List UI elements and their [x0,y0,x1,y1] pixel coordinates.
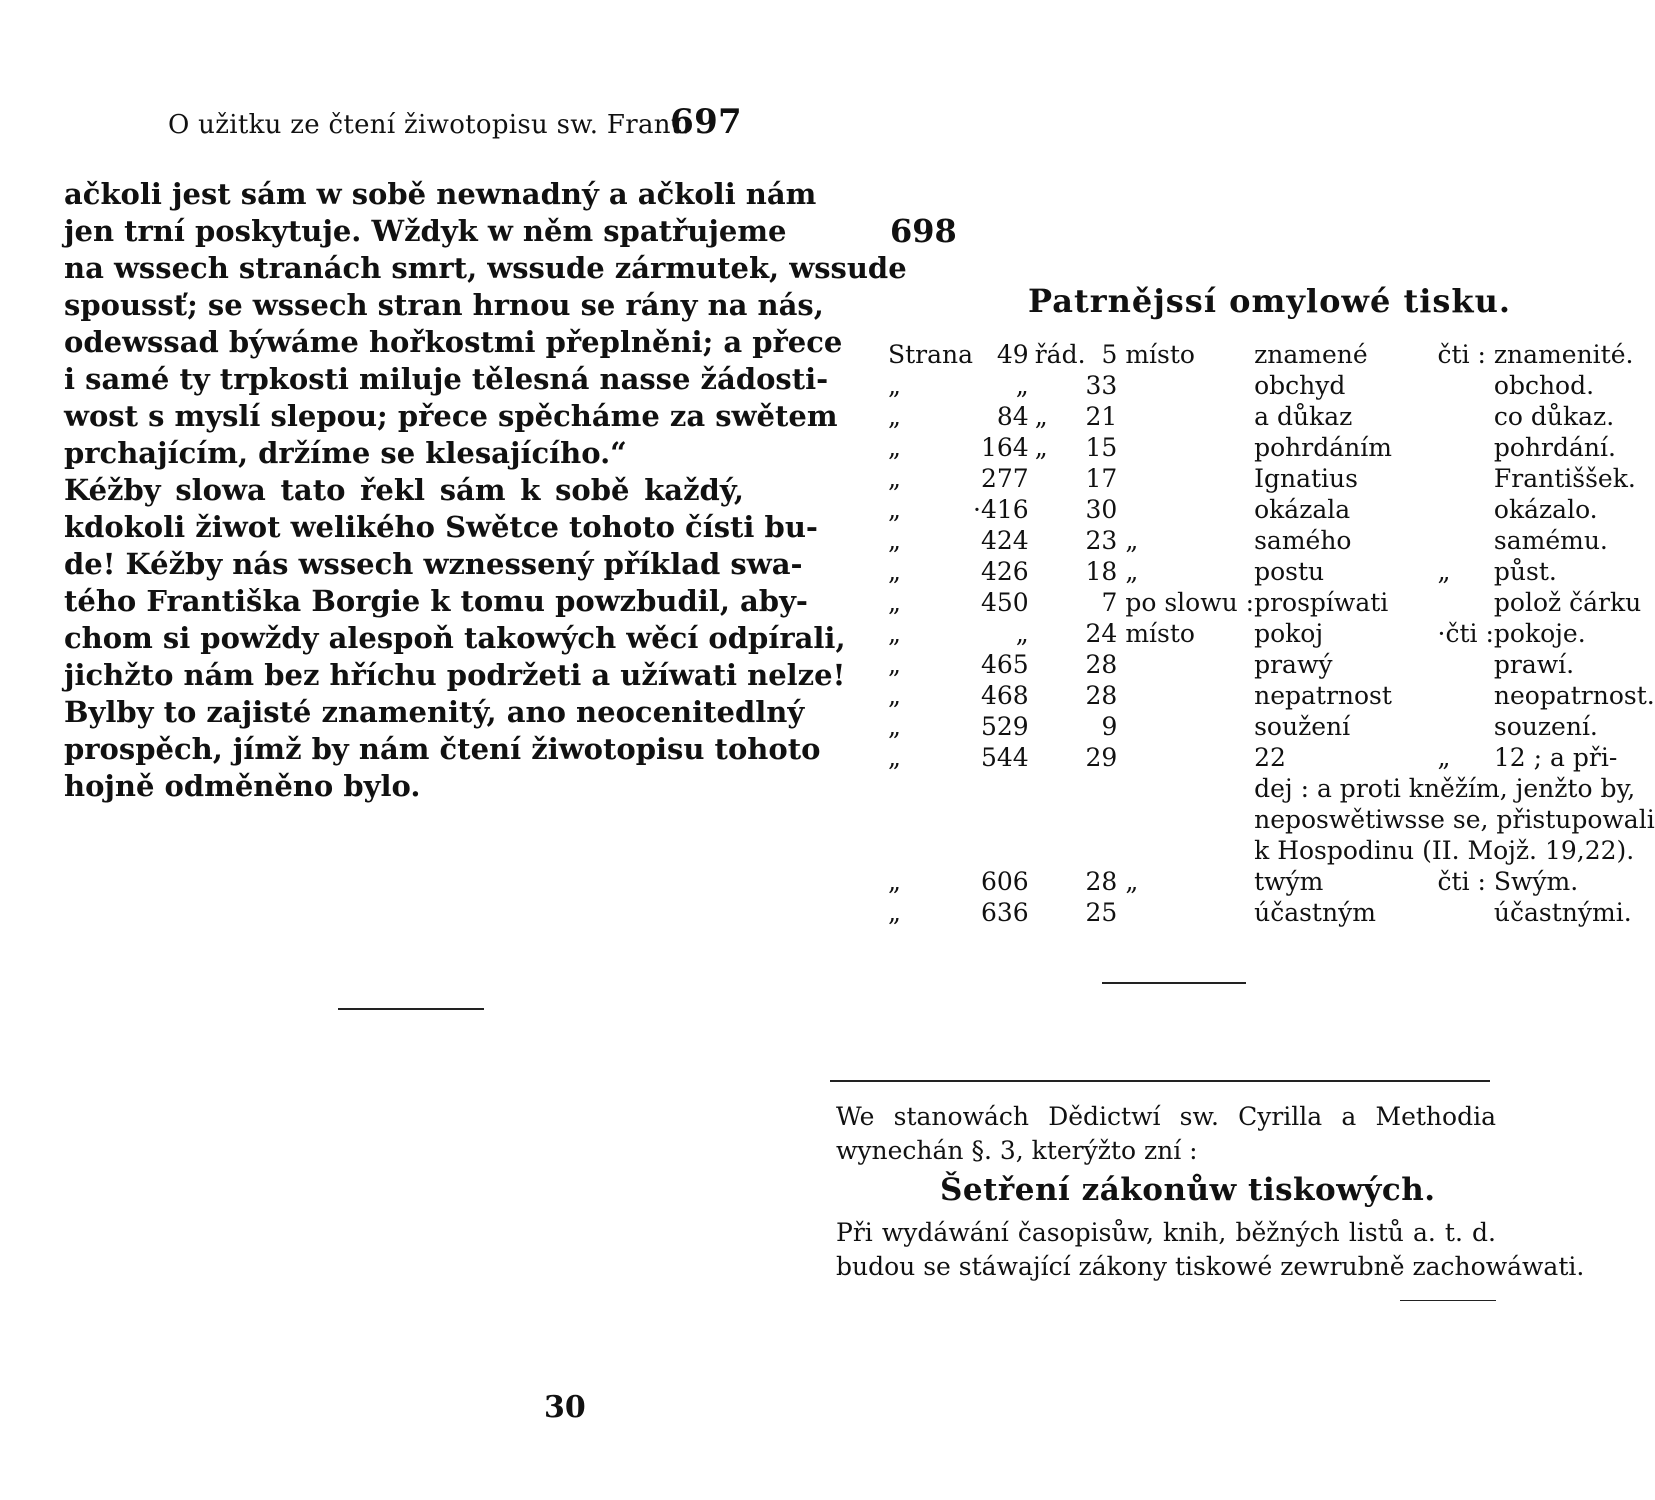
errata-continuation: dej : a proti kněžím, jenžto by, [1254,774,1636,803]
errata-row [888,618,1655,649]
errata-cell-cti [1438,494,1494,525]
errata-cell-line: 15 [1085,433,1118,462]
errata-cell-label: „ [888,495,901,524]
errata-cell-wrong: Ignatius [1254,464,1358,493]
errata-cell-misto [1117,401,1254,432]
errata-cell-page: 544 [981,743,1029,772]
errata-cell-cti: čti : [1437,340,1486,369]
text-line: budou se stáwající zákony tiskowé zewrubně zachowáwati. [836,1252,1585,1281]
errata-cell-label: „ [888,402,901,431]
text-line: i samé ty trpkosti miluje tělesná nasse žádosti- [64,362,829,396]
errata-cell-page: 277 [981,464,1029,493]
errata-row [888,804,1655,835]
errata-cell-page: 606 [981,867,1029,896]
errata-cell-line: 29 [1085,743,1118,772]
text-line: Kéžby slowa tato řekl sám k sobě každý, [64,473,744,507]
errata-cell-right: prawí. [1493,650,1575,679]
errata-cell-label: „ [888,898,901,927]
errata-cell-misto: místo [1125,340,1195,369]
errata-continuation: neposwětiwsse se, přistupowali [1254,805,1655,834]
errata-cell-rad: řád. [1034,340,1086,369]
notice-intro [836,1100,1496,1168]
errata-cell-misto [1117,463,1254,494]
errata-cell-rad [1029,556,1086,587]
errata-cell-misto: místo [1125,619,1195,648]
errata-cell-right: samému. [1493,526,1608,555]
errata-cell-wrong: soužení [1254,712,1351,741]
errata-cell-label: „ [888,867,901,896]
running-head-title: O užitku ze čtení žiwotopisu sw. Frant. [168,110,691,140]
errata-cell-cti: „ [1437,557,1451,586]
errata-cell-label: „ [888,619,901,648]
errata-cell-rad [1029,525,1086,556]
errata-cell-right: Swým. [1493,867,1579,896]
text-line: jichžto nám bez hříchu podržeti a užíwati nelze! [64,658,846,692]
errata-cell-cti [1438,897,1494,928]
section-rule [1102,982,1246,984]
errata-cell-cti [1438,370,1494,401]
errata-cell-right: pokoje. [1493,619,1586,648]
errata-cell-page: „ [1015,619,1029,648]
errata-cell-rad [1029,897,1086,928]
errata-cell-rad [1029,742,1086,773]
errata-cell-wrong: znamené [1254,340,1368,369]
errata-cell-right: účastnými. [1493,898,1632,927]
text-line: Bylby to zajisté znamenitý, ano neocenitedlný [64,695,805,729]
errata-cell-rad [1029,711,1086,742]
errata-cell-page: 49 [996,340,1029,369]
errata-cell-line: 24 [1085,619,1118,648]
errata-cell-wrong: obchyd [1254,371,1346,400]
errata-cell-cti [1438,680,1494,711]
errata-cell-right: obchod. [1493,371,1595,400]
errata-row [888,649,1655,680]
errata-cell-line: 28 [1085,681,1118,710]
errata-cell-misto: „ [1125,557,1139,586]
errata-cell-misto [1117,649,1254,680]
errata-cell-page: 468 [981,681,1029,710]
errata-cell-label: „ [888,371,901,400]
errata-cell-wrong: účastným [1254,898,1376,927]
errata-cell-cti [1438,525,1494,556]
errata-cell-cti [1438,711,1494,742]
errata-cell-right: pohrdání. [1493,433,1616,462]
errata-title: Patrnějssí omylowé tisku. [1028,282,1511,320]
errata-cell-cti: ·čti : [1437,619,1494,648]
errata-cell-label: „ [888,526,901,555]
errata-cell-wrong: 22 [1254,743,1286,772]
notice-heading: Šetření zákonůw tiskowých. [940,1172,1436,1208]
text-line: prospěch, jímž by nám čtení žiwotopisu tohoto [64,732,821,766]
errata-cell-rad [1029,463,1086,494]
notice-body [836,1216,1585,1284]
errata-row [888,432,1655,463]
errata-row [888,525,1655,556]
errata-cell-right: neopatrnost. [1493,681,1655,710]
errata-cell-line: 23 [1085,526,1118,555]
errata-row [888,401,1655,432]
errata-cell-wrong: a důkaz [1254,402,1353,431]
errata-row [888,680,1655,711]
page-number-698: 698 [890,212,957,250]
errata-cell-wrong: okázala [1254,495,1351,524]
paragraph-kezby [64,472,846,805]
errata-cell-misto: „ [1125,867,1139,896]
errata-cell-line: 33 [1085,371,1118,400]
errata-cell-misto [1117,711,1254,742]
text-line: ačkoli jest sám w sobě newnadný a ačkoli nám [64,177,817,211]
text-line: We stanowách Dědictwí sw. Cyrilla a Methodia [836,1102,1496,1131]
text-line: Při wydáwání časopisůw, knih, běžných listů a. t. d. [836,1218,1496,1247]
errata-cell-rad [1029,494,1086,525]
text-line: hojně odměněno bylo. [64,769,421,803]
errata-cell-page: 424 [981,526,1029,555]
errata-cell-cti: „ [1437,743,1451,772]
errata-cell-page: 84 [996,402,1029,431]
errata-row [888,866,1655,897]
errata-cell-label: „ [888,433,901,462]
text-line: de! Kéžby nás wssech wznessený příklad swa- [64,547,803,581]
errata-row [888,773,1655,804]
errata-cell-right: okázalo. [1493,495,1598,524]
errata-cell-label: „ [888,650,901,679]
text-line: chom si powždy alespoň takowých wěcí odpírali, [64,621,846,655]
errata-row [888,897,1655,928]
text-line: wynechán §. 3, kterýžto zní : [836,1136,1198,1165]
errata-cell-page: 465 [981,650,1029,679]
errata-cell-misto [1117,897,1254,928]
errata-cell-misto: po slowu : [1125,588,1255,617]
errata-cell-right: znamenité. [1493,340,1634,369]
errata-cell-rad [1029,587,1086,618]
errata-cell-rad: „ [1034,433,1048,462]
errata-cell-label: Strana [888,340,974,369]
errata-cell-wrong: prospíwati [1254,588,1389,617]
errata-cell-wrong: twým [1254,867,1324,896]
errata-row [888,494,1655,525]
errata-cell-page: ·416 [973,495,1029,524]
errata-row [888,835,1655,866]
errata-cell-line: 18 [1085,557,1118,586]
errata-cell-page: 426 [981,557,1029,586]
errata-cell-wrong: pokoj [1254,619,1324,648]
right-page [800,0,1655,1500]
errata-row [888,742,1655,773]
errata-cell-label: „ [888,557,901,586]
errata-cell-page: „ [1015,371,1029,400]
errata-cell-line: 25 [1085,898,1118,927]
errata-cell-misto [1117,370,1254,401]
errata-cell-right: polož čárku [1493,588,1642,617]
errata-cell-misto [1117,680,1254,711]
text-line: na wssech stranách smrt, wssude zármutek, wssude [64,251,907,285]
errata-cell-line: 17 [1085,464,1118,493]
errata-cell-line: 28 [1085,867,1118,896]
notice-top-rule [830,1080,1490,1082]
errata-cell-line: 21 [1085,402,1118,431]
errata-row [888,587,1655,618]
errata-cell-wrong: nepatrnost [1254,681,1392,710]
errata-cell-cti: čti : [1437,867,1486,896]
errata-cell-page: 164 [981,433,1029,462]
errata-cell-page: 529 [981,712,1029,741]
errata-cell-cti [1438,401,1494,432]
errata-cell-misto [1117,494,1254,525]
errata-cell-right: Františšek. [1493,464,1636,493]
errata-cell-label: „ [888,588,901,617]
errata-cell-wrong: samého [1254,526,1352,555]
errata-cell-wrong: prawý [1254,650,1333,679]
errata-cell-cti [1438,432,1494,463]
errata-cell-right: 12 ; a při- [1493,743,1618,772]
running-head [168,100,742,144]
errata-cell-wrong: pohrdáním [1254,433,1392,462]
errata-cell-line: 28 [1085,650,1118,679]
text-line: kdokoli žiwot welikého Swětce tohoto čísti bu- [64,510,818,544]
text-line: jen trní poskytuje. Wždyk w něm spatřujeme [64,214,787,248]
text-line: odewssad býwáme hořkostmi přeplněni; a přece [64,325,843,359]
errata-cell-page: 450 [981,588,1029,617]
errata-row [888,339,1655,370]
errata-cell-right: půst. [1493,557,1557,586]
errata-cell-wrong: postu [1254,557,1325,586]
errata-cell-misto [1117,432,1254,463]
text-line: prchajícím, držíme se klesajícího.“ [64,436,627,470]
signature-number: 30 [544,1390,586,1425]
errata-cell-line: 5 [1101,340,1118,369]
errata-cell-rad: „ [1034,402,1048,431]
text-line: spoussť; se wssech stran hrnou se rány na nás, [64,288,824,322]
errata-row [888,711,1655,742]
errata-cell-rad [1029,649,1086,680]
errata-cell-page: 636 [981,898,1029,927]
errata-cell-right: souzení. [1493,712,1598,741]
errata-cell-cti [1438,649,1494,680]
errata-continuation: k Hospodinu (II. Mojž. 19,22). [1254,836,1635,865]
ornamental-rule [338,1008,484,1010]
errata-cell-misto [1117,742,1254,773]
closing-rule [1400,1300,1496,1301]
errata-cell-line: 9 [1101,712,1118,741]
errata-cell-cti [1438,587,1494,618]
text-line: wost s myslí slepou; přece spěcháme za swětem [64,399,838,433]
errata-cell-right: co důkaz. [1493,402,1615,431]
errata-cell-rad [1029,866,1086,897]
errata-cell-rad [1029,680,1086,711]
errata-row [888,556,1655,587]
errata-cell-line: 30 [1085,495,1118,524]
page-number-697: 697 [670,102,742,142]
errata-table [888,339,1655,928]
errata-cell-rad [1029,618,1086,649]
errata-row [888,463,1655,494]
errata-cell-label: „ [888,712,901,741]
text-line: tého Františka Borgie k tomu powzbudil, aby- [64,584,808,618]
errata-cell-label: „ [888,743,901,772]
errata-cell-line: 7 [1101,588,1118,617]
paragraph-continued [64,176,907,472]
errata-cell-misto: „ [1125,526,1139,555]
errata-row [888,370,1655,401]
errata-cell-cti [1438,463,1494,494]
errata-cell-label: „ [888,681,901,710]
errata-cell-rad [1029,370,1086,401]
errata-cell-label: „ [888,464,901,493]
